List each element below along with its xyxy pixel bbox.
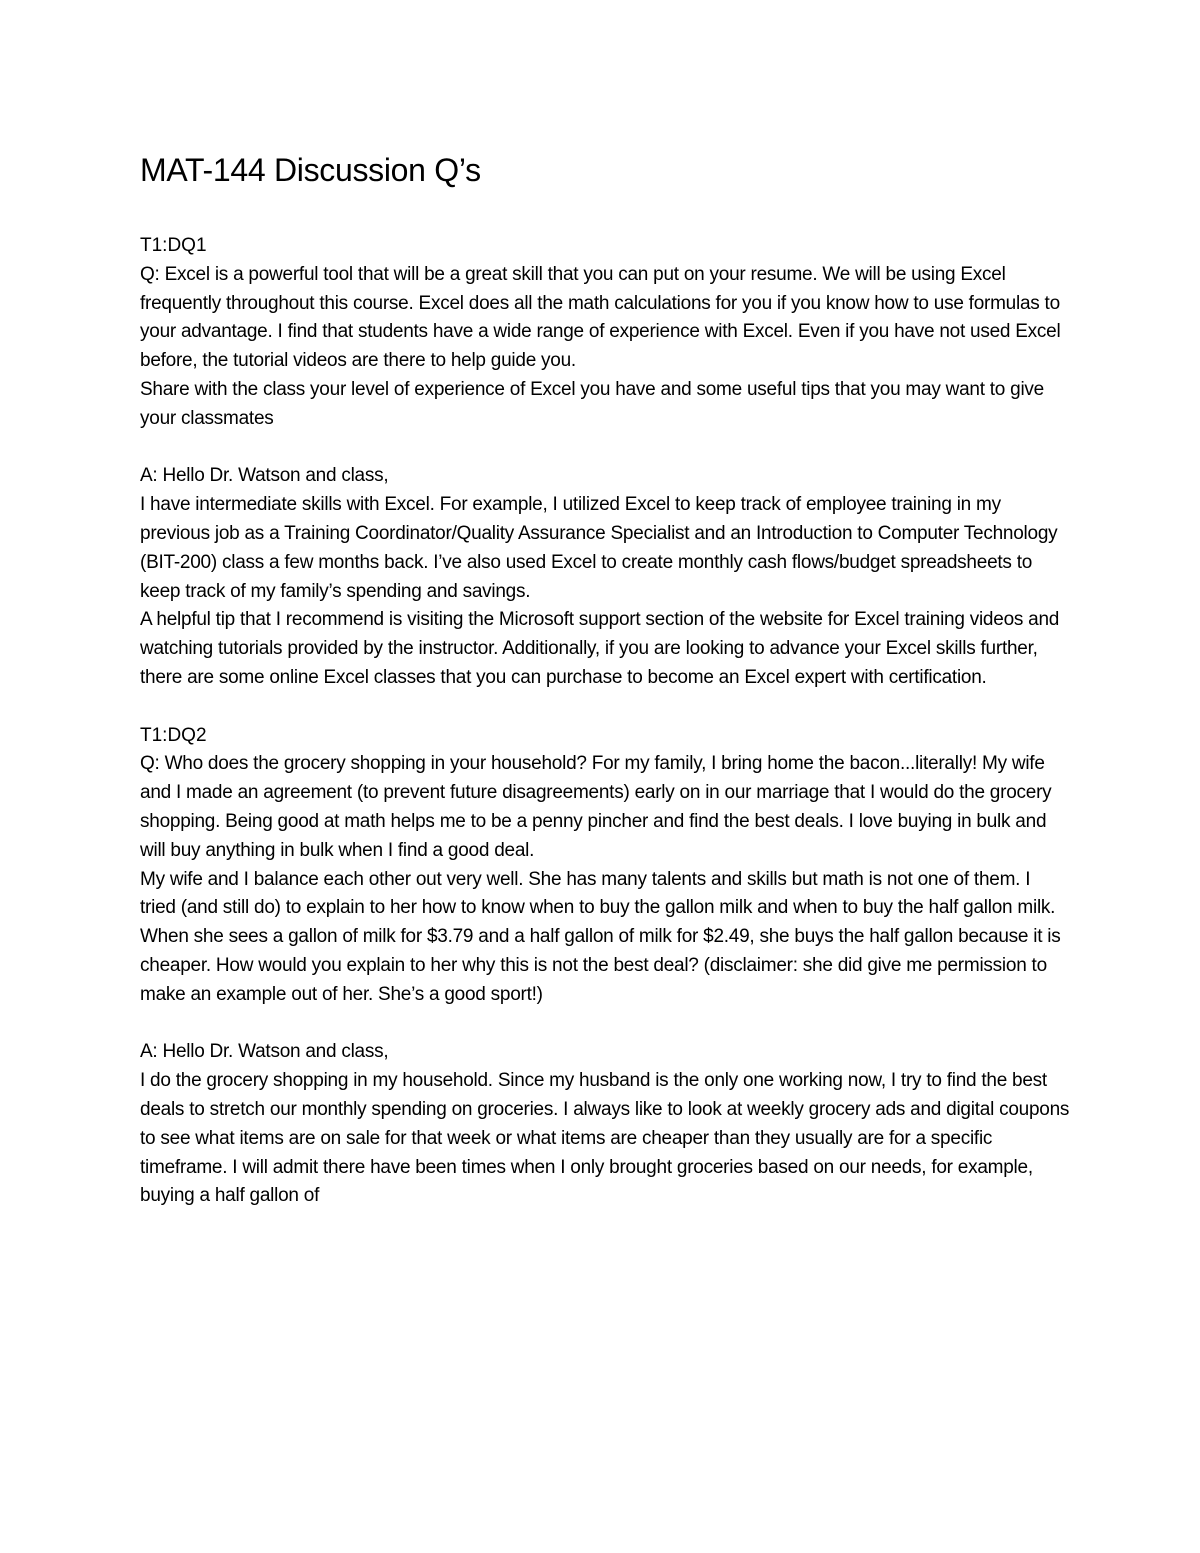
answer-paragraph: A helpful tip that I recommend is visiting the Microsoft support section of the website for Excel training videos and watching tutorials provided by the instructor. Additionally, if you are looking to advance your Excel skills further, there are some online Excel classes that you can purchase to become an Excel expert with certification. — [140, 609, 1060, 688]
paragraph-spacer — [140, 434, 1070, 463]
paragraph-spacer — [140, 1010, 1070, 1039]
answer-greeting: A: Hello Dr. Watson and class, — [140, 1041, 389, 1063]
section-heading: T1:DQ2 — [140, 724, 207, 746]
answer-paragraph: I have intermediate skills with Excel. For example, I utilized Excel to keep track of employee training in my previous job as a Training Coordinator/Quality Assurance Specialist and an Introduction to Computer Technology (BIT-200) class a few months back. I’ve also used Excel to create monthly cash flows/budget spreadsheets to keep track of my family’s spending and savings. — [140, 494, 1058, 602]
answer-paragraph: I do the grocery shopping in my household. Since my husband is the only one working now, I try to find the best deals to stretch our monthly spending on groceries. I always like to look at weekly grocery ads and digital coupons to see what items are on sale for that week or what items are cheaper than they usually are for a specific timeframe. I will admit there have been times when I only brought groceries based on our needs, for example, buying a half gallon of — [140, 1070, 1070, 1207]
discussion-section-dq1 — [140, 232, 1070, 693]
discussion-section-dq2 — [140, 722, 1070, 1212]
question-paragraph: My wife and I balance each other out very well. She has many talents and skills but math is not one of them. I tried (and still do) to explain to her how to know when to buy the gallon milk and when to buy the half gallon milk. When she sees a gallon of milk for $3.79 and a half gallon of milk for $2.49, she buys the half gallon because it is cheaper. How would you explain to her why this is not the best deal? (disclaimer: she did give me permission to make an example out of her. She’s a good sport!) — [140, 868, 1061, 1005]
question-paragraph: Share with the class your level of experience of Excel you have and some useful tips that you may want to give your classmates — [140, 378, 1045, 429]
document-title: MAT-144 Discussion Q’s — [140, 152, 481, 188]
question-paragraph: Q: Excel is a powerful tool that will be a great skill that you can put on your resume. We will be using Excel frequently throughout this course. Excel does all the math calculations for you if you know how to use formulas to your advantage. I find that students have a wide range of experience with Excel. Even if you have not used Excel before, the tutorial videos are there to help guide you. — [140, 263, 1061, 372]
document-body — [140, 150, 1070, 1211]
section-heading: T1:DQ1 — [140, 235, 207, 256]
answer-greeting: A: Hello Dr. Watson and class, — [140, 465, 389, 487]
question-paragraph: Q: Who does the grocery shopping in your household? For my family, I bring home the bacon...literally! My wife and I made an agreement (to prevent future disagreements) early on in our marriage that I would do the grocery shopping. Being good at math helps me to be a penny pincher and find the best deals. I love buying in bulk and will buy anything in bulk when I find a good deal. — [140, 753, 1052, 861]
